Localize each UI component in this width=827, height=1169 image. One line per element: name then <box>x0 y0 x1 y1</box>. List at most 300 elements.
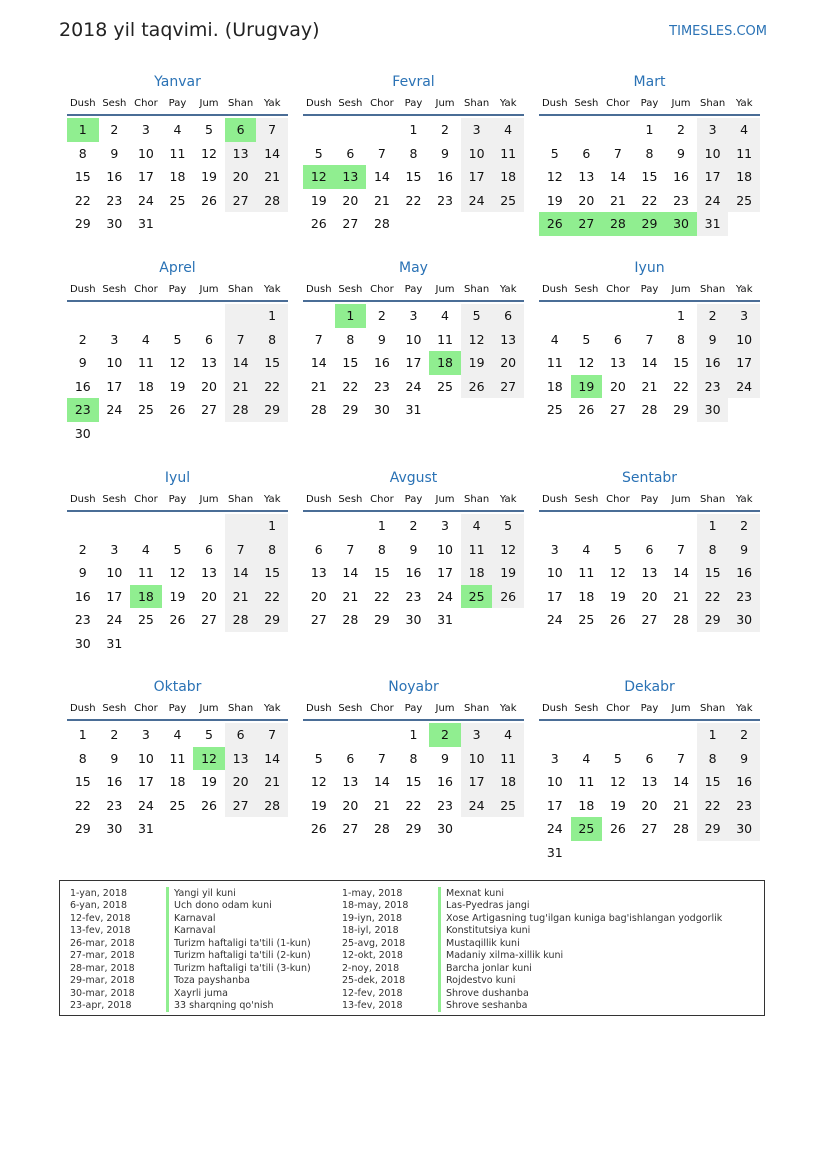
day-cell: 15 <box>74 169 91 184</box>
empty-day-cell <box>162 817 194 841</box>
legend-marker <box>166 912 169 925</box>
day-cell: 5 <box>205 122 213 137</box>
legend-date: 12-fev, 2018 <box>342 987 403 999</box>
week-row <box>303 770 524 794</box>
day-cell: 1 <box>256 304 288 328</box>
day-cell: 16 <box>106 169 123 184</box>
day-cell: 8 <box>645 145 654 161</box>
holiday-day-cell: 19 <box>571 375 603 399</box>
weekday-label: Yak <box>735 493 753 505</box>
day-cell: 25 <box>137 612 154 627</box>
legend-row <box>342 962 722 975</box>
legend-date: 12-fev, 2018 <box>70 912 131 924</box>
empty-day-cell <box>398 212 430 236</box>
legend-marker <box>438 887 441 900</box>
day-cell: 9 <box>377 331 386 347</box>
day-cell: 17 <box>137 774 154 789</box>
day-cell: 12 <box>546 169 563 184</box>
day-cell: 1 <box>697 723 729 747</box>
day-cell: 19 <box>201 169 217 184</box>
day-cell: 31 <box>437 612 453 627</box>
legend-date: 26-mar, 2018 <box>70 937 135 949</box>
day-cell: 12 <box>169 565 186 580</box>
empty-day-cell <box>461 817 493 841</box>
day-cell: 17 <box>106 588 123 604</box>
week-row <box>303 351 524 375</box>
day-cell: 31 <box>546 844 563 860</box>
day-cell: 26 <box>461 375 493 399</box>
day-cell: 14 <box>342 565 359 580</box>
empty-day-cell <box>366 118 398 142</box>
week-row <box>303 142 524 166</box>
legend-date: 1-yan, 2018 <box>70 887 127 899</box>
empty-day-cell <box>99 422 131 446</box>
day-cell: 19 <box>609 797 626 813</box>
weekday-label: Jum <box>671 702 691 714</box>
legend-holiday-name: 33 sharqning qo'nish <box>174 1000 274 1012</box>
day-cell: 22 <box>373 588 390 604</box>
holiday-day-cell: 28 <box>602 212 634 236</box>
day-cell: 9 <box>110 145 119 161</box>
day-cell: 31 <box>106 635 123 651</box>
day-cell: 5 <box>173 331 182 347</box>
empty-day-cell <box>162 514 194 538</box>
day-cell: 13 <box>201 565 217 580</box>
month-dekabr <box>539 677 760 864</box>
holiday-day-cell: 25 <box>461 585 493 609</box>
empty-day-cell <box>99 304 131 328</box>
empty-day-cell <box>728 212 760 236</box>
legend-holiday-name: Rojdestvo kuni <box>446 975 516 987</box>
day-cell: 20 <box>492 351 524 375</box>
day-cell: 5 <box>314 145 323 161</box>
month-name: Fevral <box>392 74 435 90</box>
weekday-header <box>67 92 288 116</box>
day-cell: 21 <box>373 192 390 208</box>
legend-row <box>342 925 722 938</box>
day-cell: 9 <box>728 747 760 771</box>
day-cell: 24 <box>546 821 563 836</box>
empty-day-cell <box>602 841 634 865</box>
day-cell: 11 <box>546 355 563 370</box>
day-cell: 14 <box>256 747 288 771</box>
legend-holiday-name: Barcha jonlar kuni <box>446 962 532 974</box>
day-cell: 21 <box>225 375 257 399</box>
legend-date: 1-may, 2018 <box>342 887 403 899</box>
day-cell: 8 <box>677 331 685 347</box>
day-cell: 21 <box>256 165 288 189</box>
day-cell: 2 <box>728 514 760 538</box>
legend-marker <box>166 925 169 938</box>
day-cell: 3 <box>550 750 559 766</box>
day-cell: 2 <box>110 727 119 742</box>
day-cell: 9 <box>78 565 87 580</box>
day-cell: 15 <box>405 774 422 789</box>
day-cell: 18 <box>728 165 760 189</box>
weekday-label: Chor <box>606 97 630 109</box>
legend-holiday-name: Turizm haftaligi ta'tili (1-kun) <box>174 937 311 949</box>
day-cell: 30 <box>728 608 760 632</box>
day-cell: 16 <box>437 169 453 184</box>
empty-day-cell <box>571 304 603 328</box>
day-cell: 28 <box>373 216 390 231</box>
holiday-day-cell: 29 <box>634 212 666 236</box>
month-name: Iyul <box>164 470 191 486</box>
legend-holiday-name: Shrove dushanba <box>446 987 529 999</box>
day-cell: 2 <box>110 122 119 137</box>
week-row <box>539 608 760 632</box>
weekday-header <box>303 92 524 116</box>
weekday-label: Jum <box>671 97 691 109</box>
day-cell: 12 <box>609 774 626 789</box>
day-cell: 14 <box>373 169 390 184</box>
day-cell: 4 <box>173 122 182 137</box>
week-row <box>303 585 524 609</box>
day-cell: 23 <box>437 797 453 813</box>
legend-row <box>70 975 311 988</box>
day-cell: 9 <box>441 145 449 161</box>
weekday-label: Jum <box>199 283 219 295</box>
day-cell: 18 <box>169 774 186 789</box>
week-row <box>539 328 760 352</box>
day-cell: 23 <box>373 378 390 394</box>
week-row <box>539 514 760 538</box>
day-cell: 27 <box>225 189 257 213</box>
day-cell: 29 <box>373 612 390 627</box>
day-cell: 13 <box>310 565 327 580</box>
holiday-day-cell: 2 <box>429 723 461 747</box>
legend-marker <box>166 975 169 988</box>
weekday-label: Jum <box>671 493 691 505</box>
empty-day-cell <box>665 841 697 865</box>
day-cell: 13 <box>225 142 257 166</box>
day-cell: 2 <box>78 331 87 347</box>
day-cell: 9 <box>409 541 418 557</box>
day-cell: 18 <box>137 378 154 394</box>
day-cell: 1 <box>697 514 729 538</box>
day-cell: 28 <box>310 402 327 417</box>
day-cell: 4 <box>461 514 493 538</box>
day-cell: 25 <box>169 797 186 813</box>
day-cell: 6 <box>205 331 213 347</box>
week-row <box>303 375 524 399</box>
weekday-label: Dush <box>69 493 96 505</box>
day-cell: 2 <box>78 541 87 557</box>
weekday-header <box>67 278 288 302</box>
day-cell: 24 <box>437 588 453 604</box>
day-cell: 24 <box>461 189 493 213</box>
month-avgust <box>303 468 524 632</box>
empty-day-cell <box>571 118 603 142</box>
day-cell: 19 <box>461 351 493 375</box>
weekday-label: Pay <box>404 702 423 714</box>
day-cell: 6 <box>645 750 654 766</box>
day-cell: 27 <box>201 402 217 417</box>
day-cell: 21 <box>225 585 257 609</box>
day-cell: 18 <box>492 770 524 794</box>
day-cell: 21 <box>310 378 327 394</box>
day-cell: 20 <box>342 797 359 813</box>
day-cell: 23 <box>728 794 760 818</box>
day-cell: 29 <box>673 402 689 417</box>
day-cell: 22 <box>74 797 91 813</box>
empty-day-cell <box>429 398 461 422</box>
day-cell: 20 <box>578 192 595 208</box>
day-cell: 7 <box>346 541 355 557</box>
weekday-label: Dush <box>541 97 568 109</box>
legend-row <box>70 950 311 963</box>
holiday-day-cell: 12 <box>193 747 225 771</box>
weekday-label: Shan <box>700 283 726 295</box>
legend-date: 19-iyn, 2018 <box>342 912 403 924</box>
weekday-header <box>539 488 760 512</box>
week-row <box>539 561 760 585</box>
weekday-label: Dush <box>69 97 96 109</box>
month-noyabr <box>303 677 524 841</box>
holiday-day-cell: 6 <box>225 118 257 142</box>
legend-date: 13-fev, 2018 <box>70 925 131 937</box>
empty-day-cell <box>634 723 666 747</box>
day-cell: 13 <box>609 355 626 370</box>
day-cell: 23 <box>697 375 729 399</box>
empty-day-cell <box>162 632 194 656</box>
empty-day-cell <box>99 514 131 538</box>
week-row <box>67 165 288 189</box>
day-cell: 31 <box>697 212 729 236</box>
empty-day-cell <box>634 304 666 328</box>
legend-marker <box>438 950 441 963</box>
day-cell: 22 <box>256 585 288 609</box>
day-cell: 16 <box>74 588 91 604</box>
empty-day-cell <box>130 304 162 328</box>
legend-column-left <box>70 887 311 1012</box>
week-row <box>539 142 760 166</box>
day-cell: 14 <box>641 355 658 370</box>
empty-day-cell <box>193 304 225 328</box>
empty-day-cell <box>303 723 335 747</box>
day-cell: 22 <box>697 794 729 818</box>
empty-day-cell <box>162 422 194 446</box>
week-row <box>303 817 524 841</box>
weekday-label: Yak <box>735 97 753 109</box>
day-cell: 3 <box>697 118 729 142</box>
legend-date: 18-may, 2018 <box>342 900 409 912</box>
page-title: 2018 yil taqvimi. (Urugvay) <box>59 19 320 41</box>
empty-day-cell <box>602 514 634 538</box>
day-cell: 23 <box>106 797 123 813</box>
weekday-label: Dush <box>305 97 332 109</box>
day-cell: 10 <box>728 328 760 352</box>
day-cell: 1 <box>377 518 386 533</box>
empty-day-cell <box>193 212 225 236</box>
day-cell: 9 <box>728 538 760 562</box>
week-row <box>67 118 288 142</box>
day-cell: 3 <box>110 331 119 347</box>
day-cell: 20 <box>225 165 257 189</box>
day-cell: 2 <box>697 304 729 328</box>
day-cell: 6 <box>314 541 323 557</box>
weekday-label: Sesh <box>338 283 363 295</box>
empty-day-cell <box>335 514 367 538</box>
day-cell: 27 <box>342 821 359 836</box>
day-cell: 29 <box>256 608 288 632</box>
day-cell: 2 <box>441 122 449 137</box>
holiday-day-cell: 1 <box>67 118 99 142</box>
week-row <box>67 585 288 609</box>
weekday-label: Yak <box>263 493 281 505</box>
legend-holiday-name: Turizm haftaligi ta'tili (2-kun) <box>174 950 311 962</box>
weekday-label: Chor <box>370 97 394 109</box>
day-cell: 11 <box>137 565 154 580</box>
day-cell: 19 <box>169 588 186 604</box>
site-link[interactable]: TIMESLES.COM <box>669 24 767 39</box>
day-cell: 26 <box>578 402 595 417</box>
month-oktabr <box>67 677 288 841</box>
day-cell: 16 <box>728 561 760 585</box>
empty-day-cell <box>571 514 603 538</box>
day-cell: 16 <box>106 774 123 789</box>
month-may <box>303 258 524 422</box>
day-cell: 17 <box>697 165 729 189</box>
day-cell: 1 <box>409 122 418 137</box>
day-cell: 8 <box>697 747 729 771</box>
day-cell: 24 <box>405 378 422 394</box>
day-cell: 29 <box>342 402 359 417</box>
day-cell: 20 <box>310 588 327 604</box>
weekday-label: Dush <box>69 702 96 714</box>
weekday-label: Sesh <box>338 97 363 109</box>
day-cell: 24 <box>106 402 123 417</box>
holiday-day-cell: 23 <box>67 398 99 422</box>
legend-column-right <box>342 887 722 1012</box>
day-cell: 10 <box>405 331 422 347</box>
day-cell: 10 <box>461 747 493 771</box>
legend-marker <box>438 975 441 988</box>
day-cell: 17 <box>137 169 154 184</box>
day-cell: 11 <box>578 565 595 580</box>
empty-day-cell <box>193 422 225 446</box>
day-cell: 6 <box>205 541 213 557</box>
day-cell: 5 <box>205 727 213 742</box>
legend-marker <box>166 962 169 975</box>
weekday-label: Sesh <box>574 283 599 295</box>
legend-marker <box>166 1000 169 1013</box>
day-cell: 26 <box>201 192 217 208</box>
day-cell: 29 <box>405 821 422 836</box>
weekday-label: Chor <box>134 702 158 714</box>
legend-marker <box>166 900 169 913</box>
day-cell: 7 <box>256 118 288 142</box>
day-cell: 17 <box>461 165 493 189</box>
holiday-day-cell: 18 <box>429 351 461 375</box>
legend-marker <box>166 987 169 1000</box>
holiday-legend <box>59 880 765 1016</box>
day-cell: 11 <box>492 747 524 771</box>
week-row <box>67 351 288 375</box>
day-cell: 24 <box>106 612 123 627</box>
holiday-day-cell: 27 <box>571 212 603 236</box>
legend-date: 13-fev, 2018 <box>342 1000 403 1012</box>
empty-day-cell <box>539 723 571 747</box>
weekday-label: Shan <box>464 493 490 505</box>
legend-date: 2-noy, 2018 <box>342 962 400 974</box>
empty-day-cell <box>130 422 162 446</box>
day-cell: 21 <box>342 588 359 604</box>
day-cell: 30 <box>405 612 422 627</box>
empty-day-cell <box>193 514 225 538</box>
week-row <box>303 514 524 538</box>
day-cell: 21 <box>373 797 390 813</box>
week-row <box>539 747 760 771</box>
day-cell: 21 <box>673 797 689 813</box>
day-cell: 28 <box>256 189 288 213</box>
day-cell: 30 <box>74 635 91 651</box>
weekday-label: Jum <box>671 283 691 295</box>
day-cell: 24 <box>461 794 493 818</box>
empty-day-cell <box>335 723 367 747</box>
day-cell: 8 <box>409 145 418 161</box>
empty-day-cell <box>225 817 257 841</box>
day-cell: 31 <box>137 216 154 231</box>
day-cell: 5 <box>613 541 622 557</box>
day-cell: 6 <box>346 750 355 766</box>
week-row <box>539 118 760 142</box>
empty-day-cell <box>697 841 729 865</box>
empty-day-cell <box>256 632 288 656</box>
day-cell: 3 <box>110 541 119 557</box>
day-cell: 23 <box>106 192 123 208</box>
week-row <box>539 304 760 328</box>
weekday-label: Yak <box>263 283 281 295</box>
day-cell: 5 <box>314 750 323 766</box>
day-cell: 22 <box>405 797 422 813</box>
day-cell: 11 <box>492 142 524 166</box>
empty-day-cell <box>303 118 335 142</box>
day-cell: 4 <box>492 723 524 747</box>
day-cell: 8 <box>78 750 87 766</box>
day-cell: 28 <box>373 821 390 836</box>
empty-day-cell <box>162 212 194 236</box>
weekday-header <box>539 92 760 116</box>
day-cell: 22 <box>342 378 359 394</box>
week-row <box>67 328 288 352</box>
empty-day-cell <box>461 608 493 632</box>
weekday-label: Yak <box>735 283 753 295</box>
day-cell: 10 <box>137 750 154 766</box>
day-cell: 15 <box>405 169 422 184</box>
day-cell: 31 <box>137 821 154 836</box>
day-cell: 11 <box>137 355 154 370</box>
day-cell: 13 <box>492 328 524 352</box>
weekday-label: Yak <box>499 493 517 505</box>
empty-day-cell <box>303 304 335 328</box>
empty-day-cell <box>225 632 257 656</box>
day-cell: 9 <box>677 145 685 161</box>
day-cell: 15 <box>256 561 288 585</box>
day-cell: 28 <box>342 612 359 627</box>
week-row <box>303 747 524 771</box>
day-cell: 7 <box>225 328 257 352</box>
day-cell: 9 <box>441 750 449 766</box>
holiday-day-cell: 18 <box>130 585 162 609</box>
day-cell: 15 <box>673 355 689 370</box>
weekday-label: Shan <box>464 97 490 109</box>
legend-holiday-name: Mexnat kuni <box>446 887 504 899</box>
weekday-label: Pay <box>404 283 423 295</box>
legend-row <box>70 887 311 900</box>
day-cell: 18 <box>461 561 493 585</box>
legend-marker <box>438 900 441 913</box>
